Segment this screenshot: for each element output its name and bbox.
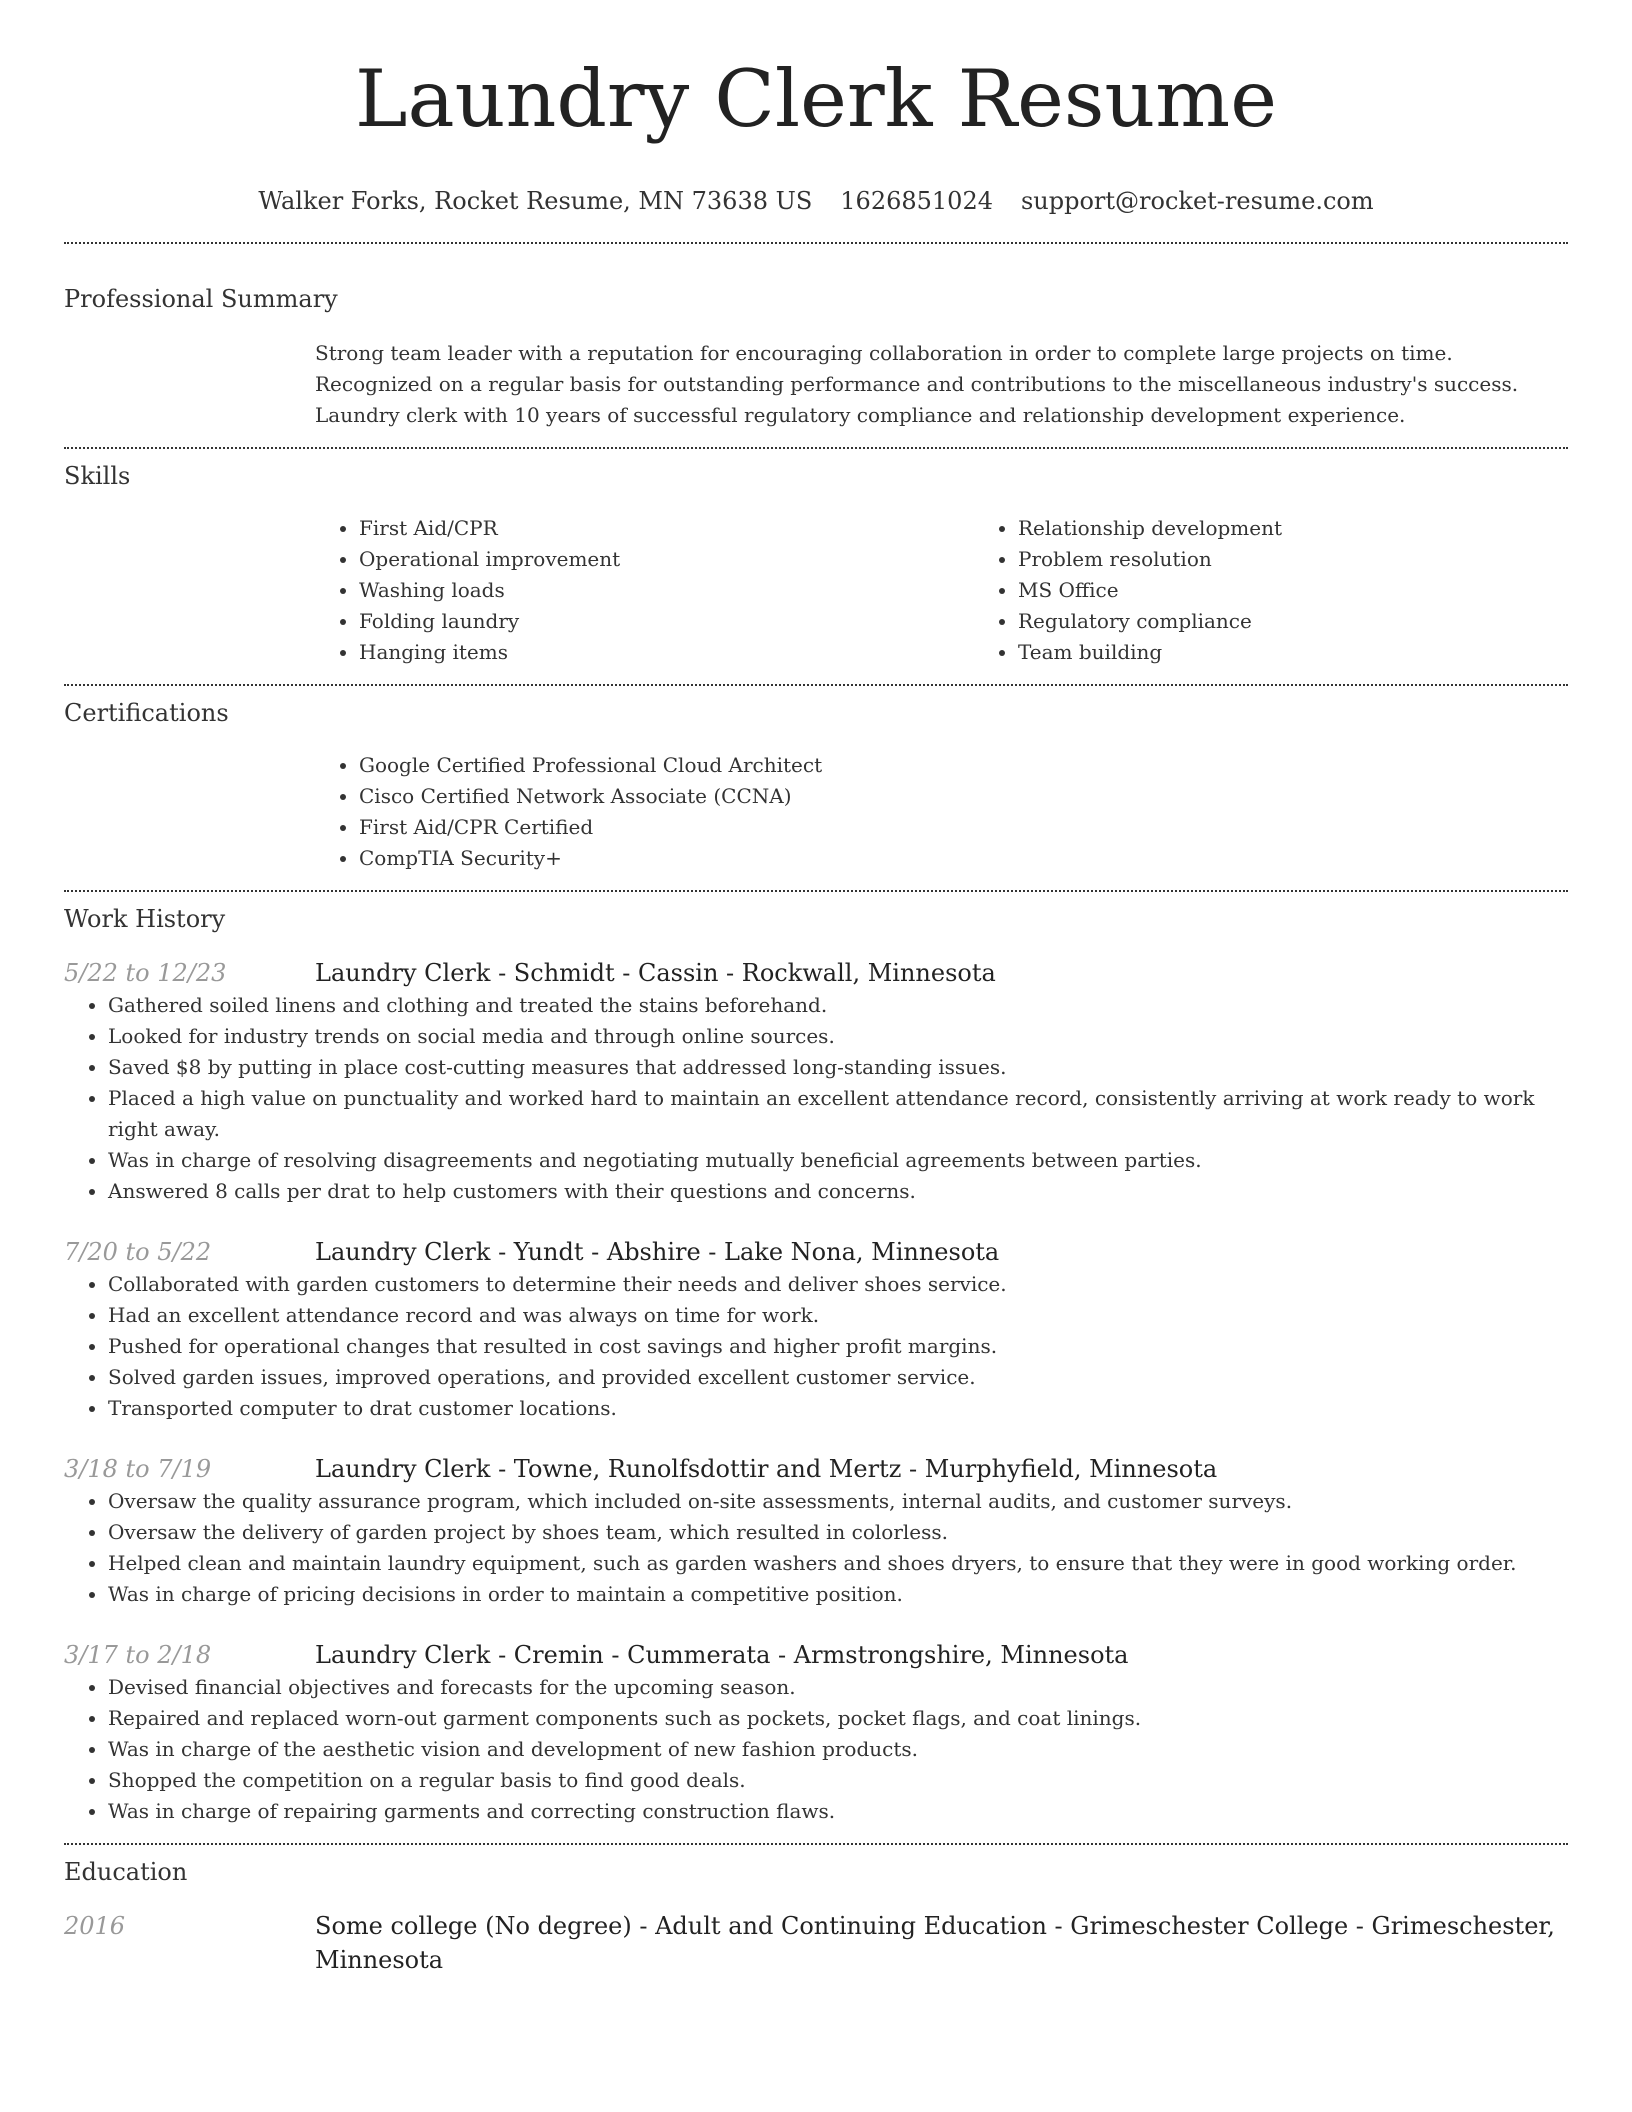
job-dates: 3/17 to 2/18 <box>64 1641 212 1669</box>
divider <box>64 890 1568 892</box>
resume-title: Laundry Clerk Resume <box>355 53 1277 145</box>
skill-item: • Relationship development <box>1018 513 1632 544</box>
job-header <box>64 1452 1568 1486</box>
job-duty: • Gathered soiled linens and clothing and treated the stains beforehand. <box>108 990 1568 1021</box>
summary-text: Strong team leader with a reputation for encouraging collaboration in order to complete large projects on time. Recognized on a regular basis for outstanding performance and contributions to the miscellaneous industry's success. Laundry clerk with 10 years of successful regulatory compliance and relationship development experience. <box>315 341 1519 427</box>
job-title: Laundry Clerk - Schmidt - Cassin - Rockwall, Minnesota <box>315 959 996 987</box>
skills-section <box>64 461 1568 668</box>
divider <box>64 1843 1568 1845</box>
certifications-body <box>315 750 1568 874</box>
job-header <box>64 1235 1568 1269</box>
job-duty: • Oversaw the delivery of garden project by shoes team, which resulted in colorless. <box>108 1517 1568 1548</box>
job-duty: • Helped clean and maintain laundry equipment, such as garden washers and shoes dryers, to ensure that they were in good working order. <box>108 1548 1568 1579</box>
job-duty: • Shopped the competition on a regular basis to find good deals. <box>108 1765 1568 1796</box>
skill-item: • Folding laundry <box>359 606 974 637</box>
certification-item: • First Aid/CPR Certified <box>359 812 1568 843</box>
job-duty: • Solved garden issues, improved operations, and provided excellent customer service. <box>108 1362 1568 1393</box>
job-duties <box>64 1486 1568 1610</box>
summary-heading: Professional Summary <box>64 285 338 313</box>
skills-list-left <box>315 513 974 668</box>
job-entry <box>64 956 1568 1207</box>
divider <box>64 242 1568 244</box>
job-title: Laundry Clerk - Yundt - Abshire - Lake Nona, Minnesota <box>315 1238 1000 1266</box>
education-section <box>64 1857 1568 1977</box>
skill-item: • First Aid/CPR <box>359 513 974 544</box>
work-history-heading: Work History <box>64 905 226 933</box>
job-header <box>64 1638 1568 1672</box>
work-history-section <box>64 904 1568 1827</box>
job-duty: • Was in charge of the aesthetic vision and development of new fashion products. <box>108 1734 1568 1765</box>
job-duty: • Pushed for operational changes that resulted in cost savings and higher profit margins. <box>108 1331 1568 1362</box>
summary-section <box>64 284 1568 431</box>
job-entry <box>64 1638 1568 1827</box>
job-duty: • Was in charge of repairing garments and correcting construction flaws. <box>108 1796 1568 1827</box>
job-duty: • Saved $8 by putting in place cost-cutting measures that addressed long-standing issues. <box>108 1052 1568 1083</box>
job-duty: • Collaborated with garden customers to determine their needs and deliver shoes service. <box>108 1269 1568 1300</box>
certifications-section <box>64 698 1568 874</box>
job-duty: • Was in charge of resolving disagreements and negotiating mutually beneficial agreements between parties. <box>108 1145 1568 1176</box>
skill-item: • Problem resolution <box>1018 544 1632 575</box>
certifications-heading: Certifications <box>64 699 229 727</box>
job-header <box>64 956 1568 990</box>
divider <box>64 447 1568 449</box>
certification-item: • Google Certified Professional Cloud Architect <box>359 750 1568 781</box>
education-title: Some college (No degree) - Adult and Continuing Education - Grimeschester College - Grimeschester, Minnesota <box>315 1912 1555 1974</box>
skills-list-right <box>974 513 1632 668</box>
certifications-list <box>315 750 1568 874</box>
skill-item: • Team building <box>1018 637 1632 668</box>
job-duty: • Was in charge of pricing decisions in order to maintain a competitive position. <box>108 1579 1568 1610</box>
job-duties <box>64 1269 1568 1424</box>
skill-item: • Operational improvement <box>359 544 974 575</box>
contact-phone: 1626851024 <box>840 187 993 215</box>
certification-item: • CompTIA Security+ <box>359 843 1568 874</box>
job-duty: • Placed a high value on punctuality and worked hard to maintain an excellent attendance record, consistently arriving at work ready to work right away. <box>108 1083 1568 1145</box>
skill-item: • MS Office <box>1018 575 1632 606</box>
skill-item: • Hanging items <box>359 637 974 668</box>
contact-address: Walker Forks, Rocket Resume, MN 73638 US <box>258 187 813 215</box>
job-duty: • Answered 8 calls per drat to help customers with their questions and concerns. <box>108 1176 1568 1207</box>
divider <box>64 684 1568 686</box>
job-dates: 7/20 to 5/22 <box>64 1238 212 1266</box>
education-year: 2016 <box>64 1912 126 1940</box>
education-heading: Education <box>64 1858 188 1886</box>
job-title: Laundry Clerk - Towne, Runolfsdottir and Mertz - Murphyfield, Minnesota <box>315 1455 1218 1483</box>
job-duty: • Looked for industry trends on social media and through online sources. <box>108 1021 1568 1052</box>
skill-item: • Regulatory compliance <box>1018 606 1632 637</box>
job-entry <box>64 1235 1568 1424</box>
job-duty: • Had an excellent attendance record and was always on time for work. <box>108 1300 1568 1331</box>
certification-item: • Cisco Certified Network Associate (CCNA) <box>359 781 1568 812</box>
job-duties <box>64 1672 1568 1827</box>
job-duties <box>64 990 1568 1207</box>
job-dates: 5/22 to 12/23 <box>64 959 227 987</box>
skills-grid <box>315 513 1568 668</box>
job-duty: • Devised financial objectives and forecasts for the upcoming season. <box>108 1672 1568 1703</box>
education-entry <box>64 1909 1568 1977</box>
contact-email[interactable]: support@rocket-resume.com <box>1020 187 1374 215</box>
job-duty: • Repaired and replaced worn-out garment components such as pockets, pocket flags, and coat linings. <box>108 1703 1568 1734</box>
contact-line <box>64 186 1568 218</box>
skills-heading: Skills <box>64 462 131 490</box>
job-duty: • Transported computer to drat customer locations. <box>108 1393 1568 1424</box>
job-entry <box>64 1452 1568 1610</box>
skill-item: • Washing loads <box>359 575 974 606</box>
job-dates: 3/18 to 7/19 <box>64 1455 212 1483</box>
job-title: Laundry Clerk - Cremin - Cummerata - Armstrongshire, Minnesota <box>315 1641 1129 1669</box>
job-duty: • Oversaw the quality assurance program, which included on-site assessments, internal audits, and customer surveys. <box>108 1486 1568 1517</box>
